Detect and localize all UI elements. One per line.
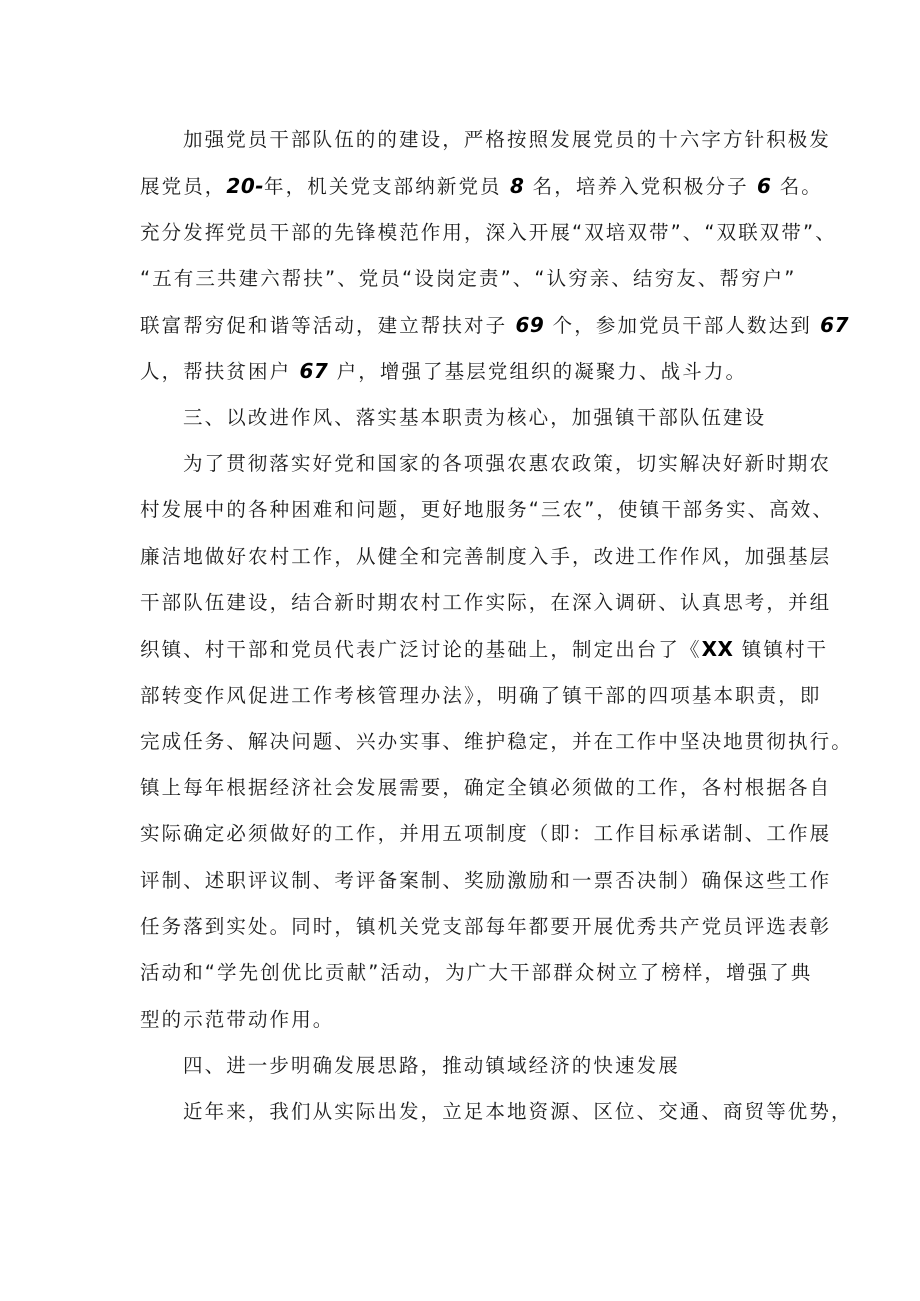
paragraph-line: [140, 997, 800, 1043]
text-run: 型的示范带动作用。: [140, 1007, 335, 1031]
text-run: 充分发挥党员干部的先锋模范作用，深入开展“双培双带”、“双联双带”、: [140, 220, 837, 244]
paragraph-line: [140, 302, 849, 348]
number: 8: [509, 174, 525, 199]
text-run: 任务落到实处。同时，镇机关党支部每年都要开展优秀共产党员评选表彰: [140, 915, 832, 939]
number: 69: [515, 313, 545, 338]
text-run: “五有三共建六帮扶”、党员“设岗定责”、“认穷亲、结穷友、帮穷户”: [140, 266, 797, 290]
paragraph-line: [140, 441, 832, 487]
text-run: 部转变作风促进工作考核管理办法》，明确了镇干部的四项基本职责，即: [140, 683, 822, 707]
paragraph-line: [140, 348, 800, 394]
paragraph-line: [140, 719, 853, 765]
placeholder-name: XX: [701, 637, 734, 662]
paragraph-line: [140, 950, 813, 996]
text-run: 廉洁地做好农村工作，从健全和完善制度入手，改进工作作风，加强基层: [140, 544, 832, 568]
text-run: 加强党员干部队伍的的建设，严格按照发展党员的十六字方针积极发: [183, 128, 832, 151]
text-run: 活动和“学先创优比贡献”活动，为广大干部群众树立了榜样，增强了典: [140, 961, 813, 985]
number: 67: [820, 313, 849, 338]
text-run: 联富帮穷促和谐等活动，建立帮扶对子: [140, 314, 516, 338]
text-run: 名，培养入党积极分子: [524, 175, 757, 199]
text-run: 为了贯彻落实好党和国家的各项强农惠农政策，切实解决好新时期农: [183, 452, 832, 476]
number: 67: [299, 359, 329, 384]
paragraph-line: [140, 256, 800, 302]
paragraph-line: [140, 487, 835, 533]
text-run: 村发展中的各种困难和问题，更好地服务“三农”，使镇干部务实、高效、: [140, 498, 835, 522]
text-run: 户，增强了基层党组织的凝聚力、战斗力。: [328, 360, 748, 384]
paragraph-line: [140, 163, 823, 209]
paragraph-line: [140, 673, 822, 719]
text-run: 干部队伍建设，结合新时期农村工作实际，在深入调研、认真思考，并组: [140, 590, 832, 614]
paragraph-line: [140, 210, 837, 256]
text-run: 个，参加党员干部人数达到: [544, 314, 821, 338]
text-run: 名。: [771, 175, 823, 199]
text-run: 完成任务、解决问题、兴办实事、维护稳定，并在工作中坚决地贯彻执行。: [140, 729, 853, 753]
text-run: 年，机关党支部纳新党员: [264, 175, 510, 199]
section-heading: [140, 395, 800, 441]
paragraph-line: [140, 626, 829, 672]
section-heading: [140, 1043, 800, 1089]
text-run: 评制、述职评议制、考评备案制、奖励激励和一票否决制）确保这些工作: [140, 868, 832, 892]
paragraph-line: [140, 1089, 853, 1135]
heading-text: 四、进一步明确发展思路，推动镇域经济的快速发展: [183, 1053, 680, 1077]
text-run: 近年来，我们从实际出发，立足本地资源、区位、交通、商贸等优势，: [183, 1100, 853, 1124]
paragraph-line: [140, 117, 832, 163]
paragraph-line: [140, 580, 832, 626]
text-run: 人，帮扶贫困户: [140, 360, 300, 384]
paragraph-line: [140, 765, 832, 811]
paragraph-line: [140, 904, 832, 950]
paragraph-line: [140, 534, 832, 580]
text-run: 镇上每年根据经济社会发展需要，确定全镇必须做的工作，各村根据各自: [140, 776, 832, 800]
number: 6: [756, 174, 772, 199]
text-run: 实际确定必须做好的工作，并用五项制度（即：工作目标承诺制、工作展: [140, 822, 832, 846]
text-run: 织镇、村干部和党员代表广泛讨论的基础上，制定出台了《: [140, 638, 702, 662]
text-run: 镇镇村干: [733, 638, 829, 662]
document-body: [140, 117, 853, 1136]
paragraph-line: [140, 811, 832, 857]
text-run: 展党员，: [140, 175, 227, 199]
paragraph-line: [140, 858, 832, 904]
number: 20-: [226, 174, 265, 199]
heading-text: 三、以改进作风、落实基本职责为核心，加强镇干部队伍建设: [183, 405, 767, 429]
